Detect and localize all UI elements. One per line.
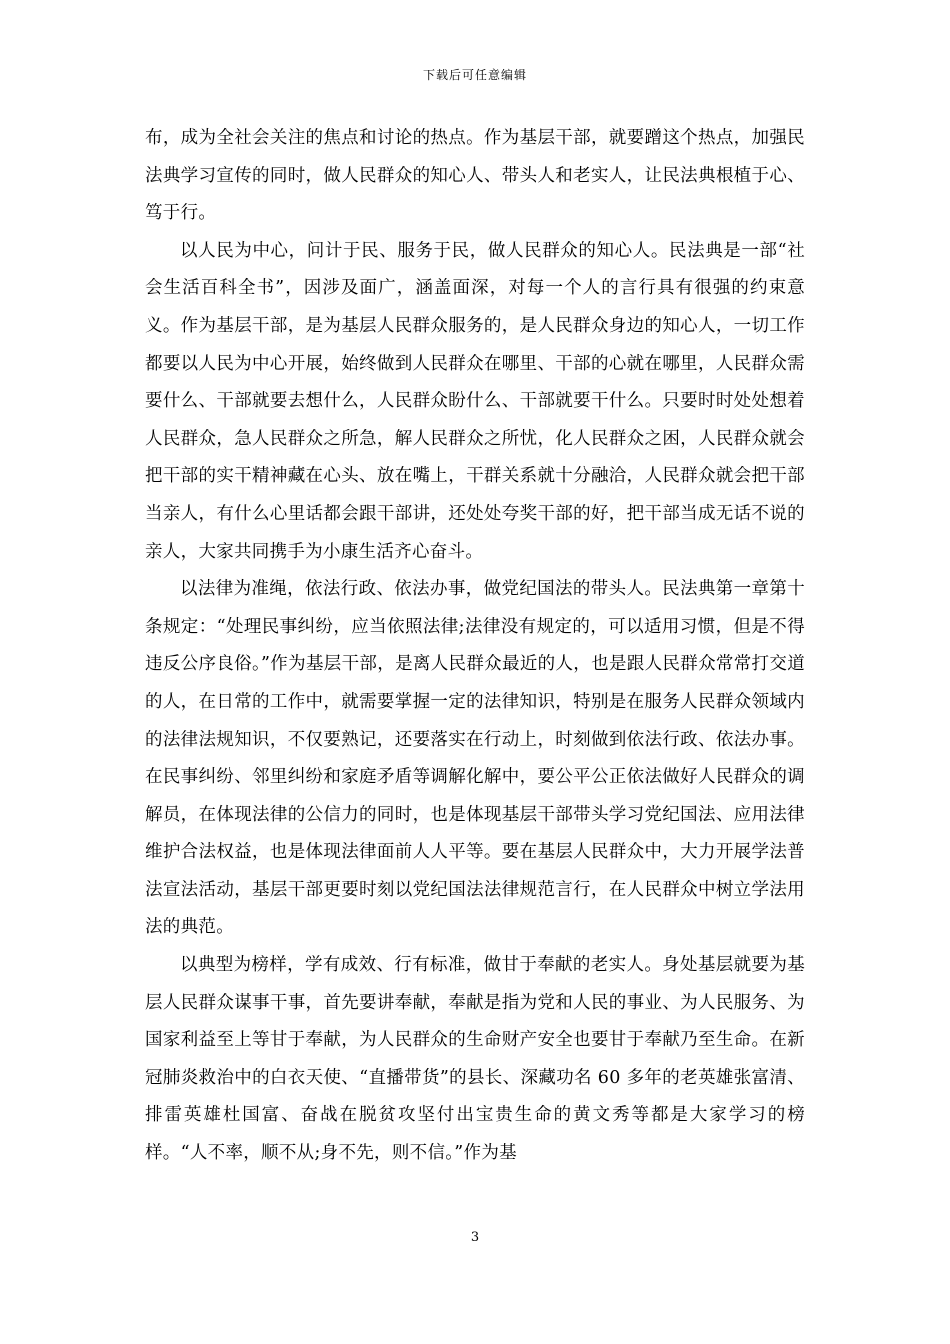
document-body	[145, 120, 805, 1173]
paragraph-continuation: 布，成为全社会关注的焦点和讨论的热点。作为基层干部，就要蹭这个热点，加强民法典学习宣传的同时，做人民群众的知心人、带头人和老实人，让民法典根植于心、笃于行。	[145, 128, 805, 224]
paragraph-people-centered: 以人民为中心，问计于民、服务于民，做人民群众的知心人。民法典是一部“社会生活百科全书”，因涉及面广，涵盖面深，对每一个人的言行具有很强的约束意义。作为基层干部，是为基层人民群众服务的，是人民群众身边的知心人，一切工作都要以人民为中心开展，始终做到人民群众在哪里、干部的心就在哪里，人民群众需要什么、干部就要去想什么，人民群众盼什么、干部就要干什么。只要时时处处想着人民群众，急人民群众之所急，解人民群众之所忧，化人民群众之困，人民群众就会把干部的实干精神藏在心头、放在嘴上，干群关系就十分融洽，人民群众就会把干部当亲人，有什么心里话都会跟干部讲，还处处夸奖干部的好，把干部当成无话不说的亲人，大家共同携手为小康生活齐心奋斗。	[145, 240, 805, 562]
page-header: 下载后可任意编辑	[422, 68, 527, 82]
paragraph-role-models: 以典型为榜样，学有成效、行有标准，做甘于奉献的老实人。身处基层就要为基层人民群众谋事干事，首先要讲奉献，奉献是指为党和人民的事业、为人民服务、为国家利益至上等甘于奉献，为人民群众的生命财产安全也要甘于奉献乃至生命。在新冠肺炎救治中的白衣天使、“直播带货”的县长、深藏功名 60 多年的老英雄张富清、排雷英雄杜国富、奋战在脱贫攻坚付出宝贵生命的黄文秀等都是大家学习的榜样。“人不率，顺不从;身不先，则不信。”作为基	[145, 955, 805, 1164]
paragraph-rule-of-law: 以法律为准绳，依法行政、依法办事，做党纪国法的带头人。民法典第一章第十条规定：“处理民事纠纷，应当依照法律;法律没有规定的，可以适用习惯，但是不得违反公序良俗。”作为基层干部，是离人民群众最近的人，也是跟人民群众常常打交道的人，在日常的工作中，就需要掌握一定的法律知识，特别是在服务人民群众领域内的法律法规知识，不仅要熟记，还要落实在行动上，时刻做到依法行政、依法办事。在民事纠纷、邻里纠纷和家庭矛盾等调解化解中，要公平公正依法做好人民群众的调解员，在体现法律的公信力的同时，也是体现基层干部带头学习党纪国法、应用法律维护合法权益，也是体现法律面前人人平等。要在基层人民群众中，大力开展学法普法宣法活动，基层干部更要时刻以党纪国法法律规范言行，在人民群众中树立学法用法的典范。	[145, 579, 805, 938]
page-number: 3	[470, 1230, 480, 1245]
